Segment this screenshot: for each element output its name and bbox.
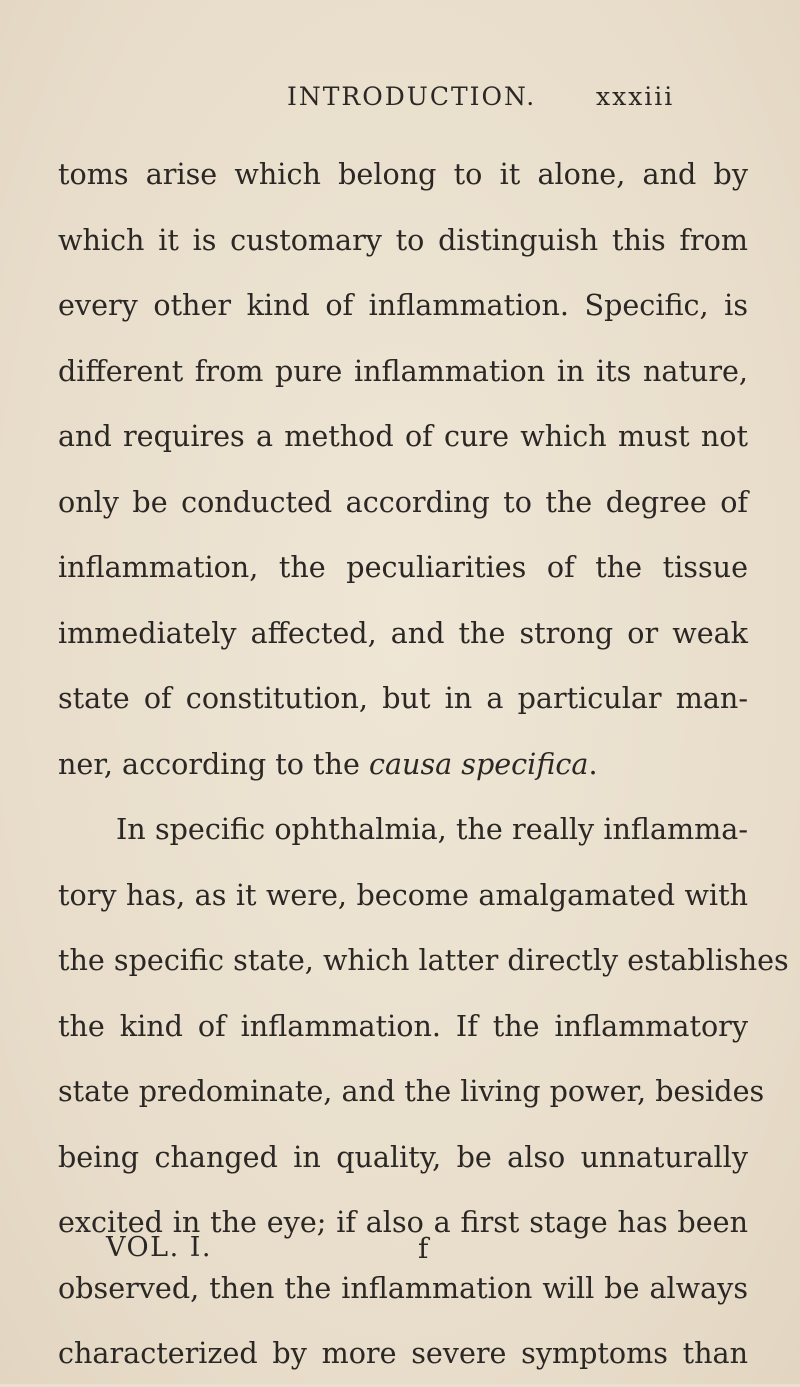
running-head (0, 82, 800, 122)
body-text (58, 142, 789, 1387)
running-head-title: INTRODUCTION. (287, 82, 537, 111)
volume-mark: VOL. I. (106, 1232, 213, 1263)
text-line-end: . (588, 746, 598, 781)
text-line: immediately affected, and the strong or weak (58, 615, 748, 650)
text-line: the specific state, which latter directly establishes (58, 943, 789, 977)
text-line: tory has, as it were, become amalgamated with (58, 877, 748, 912)
text-line-paragraph-start: In specific ophthalmia, the really inflamma- (116, 812, 748, 846)
text-line: state predominate, and the living power, besides (58, 1074, 765, 1108)
text-line-paragraph-end (58, 732, 748, 798)
text-line: characterized by more severe symptoms than (58, 1336, 748, 1370)
italic-term: causa specifica (368, 746, 589, 781)
text-line: toms arise which belong to it alone, and by (58, 157, 748, 191)
text-line-start: ner, according to the (58, 746, 369, 781)
page-number: xxxiii (596, 82, 675, 111)
text-line: excited in the eye; if also a first stage has been (58, 1205, 748, 1239)
text-line: which it is customary to distinguish this from (58, 222, 748, 257)
signature-line (0, 1232, 800, 1276)
text-line: only be conducted according to the degree of (58, 484, 748, 519)
text-line: observed, then the inflammation will be always (58, 1270, 748, 1305)
signature-mark: f (418, 1232, 429, 1265)
text-line: every other kind of inflammation. Specific, is (58, 288, 748, 322)
text-line: different from pure inflammation in its nature, (58, 353, 748, 388)
text-line: the kind of inflammation. If the inflammatory (58, 1008, 748, 1043)
text-line: inflammation, the peculiarities of the tissue (58, 550, 748, 584)
text-line: state of constitution, but in a particular man- (58, 681, 748, 715)
text-line: being changed in quality, be also unnaturally (58, 1139, 748, 1174)
text-line: and requires a method of cure which must not (58, 419, 748, 453)
